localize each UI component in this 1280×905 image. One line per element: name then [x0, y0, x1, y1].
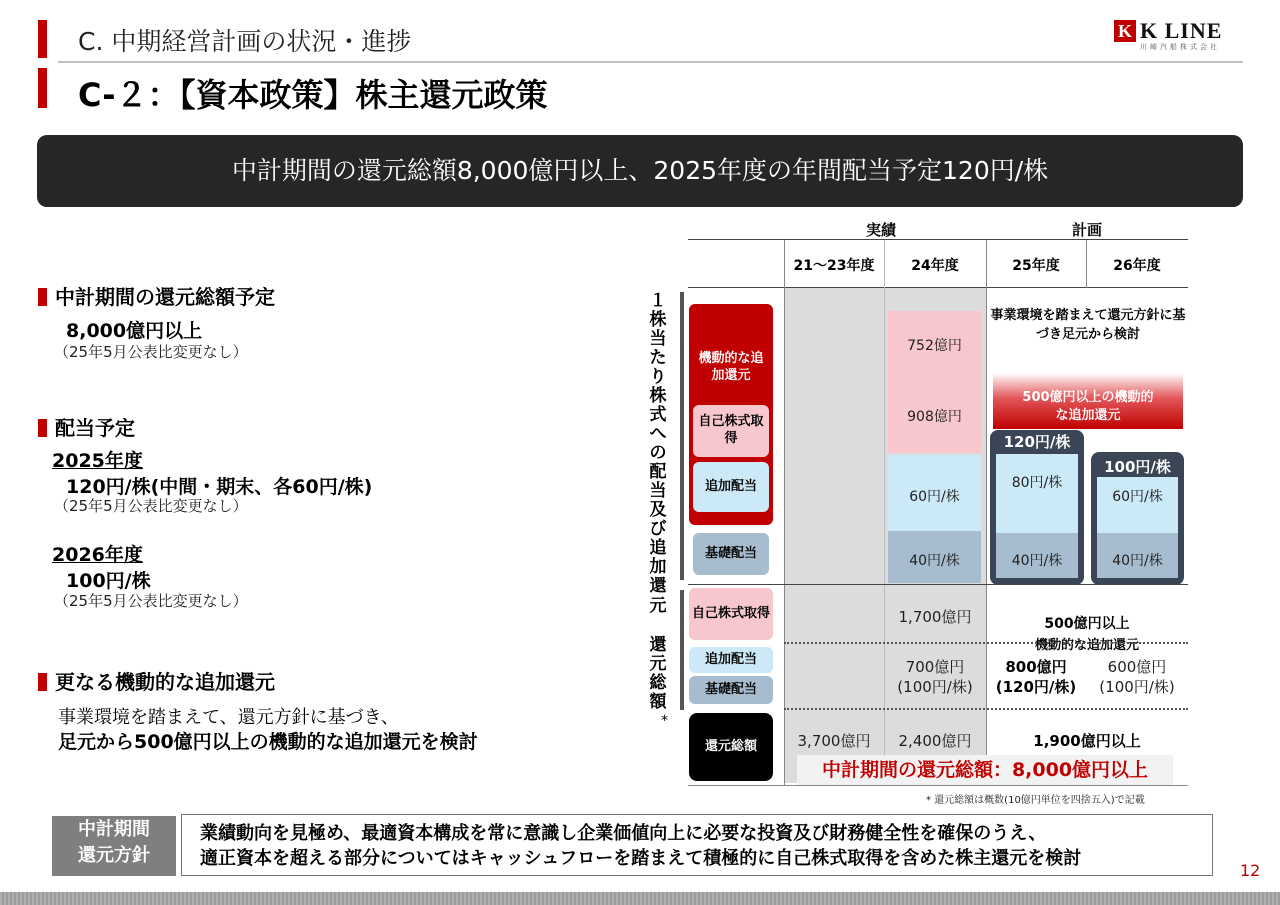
fy24-bar-buyback	[888, 311, 981, 453]
label-extra-div: 追加配当	[693, 462, 769, 512]
label-base-div: 基礎配当	[693, 533, 769, 575]
total-note: （25年5月公表比変更なし）	[54, 343, 248, 361]
vlabel-bracket	[680, 590, 684, 710]
policy-line2: 適正資本を超える部分についてはキャッシュフローを踏まえて積極的に自己株式取得を含めた株主還元を検討	[200, 848, 1082, 870]
vlabel-total: 還元総額	[649, 635, 667, 713]
col-divider	[986, 240, 987, 785]
fy24-grand: 2,400億円	[898, 732, 972, 750]
group-actual: 実績	[865, 221, 896, 239]
bullet-square-icon	[38, 419, 47, 437]
footer-band	[0, 892, 1280, 905]
col-2123: 21～23年度	[793, 258, 875, 274]
fy2123-grand: 3,700億円	[797, 732, 871, 750]
fy2025-label: 2025年度	[52, 450, 143, 472]
extra-line1: 事業環境を踏まえて、還元方針に基づき、	[58, 707, 399, 728]
fy25-tag: 120円/株	[1003, 433, 1071, 451]
fy26-extra: 60円/株	[1112, 489, 1163, 505]
fy2026-value: 100円/株	[66, 570, 151, 592]
logo-text: K LINE	[1140, 18, 1223, 43]
section-title: C. 中期経営計画の状況・進捗	[78, 27, 412, 56]
plan-buyback-2: 機動的な追加還元	[1034, 637, 1139, 653]
bullet-square-icon	[38, 673, 47, 691]
fy25-div-total: 800億円 (120円/株)	[995, 658, 1077, 697]
dividend-heading: 配当予定	[38, 412, 135, 441]
page-number: 12	[1240, 861, 1261, 880]
plan-buyback-text	[986, 614, 1188, 656]
policy-line1: 業績動向を見極め、最適資本構成を常に意識し企業価値向上に必要な投資及び財務健全性を確保のうえ、	[200, 823, 1047, 844]
policy-label: 中計期間 還元方針	[52, 816, 176, 876]
dotted-rule	[784, 708, 1188, 710]
kline-logo	[1114, 20, 1246, 52]
title-accent-bar	[38, 68, 47, 108]
header-divider	[58, 61, 1243, 63]
policy-text	[181, 814, 1213, 876]
label-grand-total: 還元総額	[689, 713, 773, 781]
fy24-base: 40円/株	[909, 553, 960, 569]
bullet-square-icon	[38, 288, 47, 306]
label-base-div-total: 基礎配当	[689, 676, 773, 704]
col-fy25: 25年度	[1012, 258, 1060, 274]
fy24-mobile: 752億円	[907, 338, 962, 354]
fy24-div-total: 700億円 (100円/株)	[897, 658, 973, 697]
plan-extra-text: 500億円以上の機動的な追加還元	[1022, 390, 1154, 423]
table-bottom-rule	[688, 785, 1188, 786]
logo-subtext: 川崎汽船株式会社	[1140, 43, 1220, 51]
vlabel-total-mark: *	[661, 713, 668, 729]
fy25-extra: 80円/株	[1011, 475, 1063, 491]
header-accent-bar	[38, 20, 47, 58]
fy25-base: 40円/株	[1011, 553, 1063, 569]
plan-note: 事業環境を踏まえて還元方針に基づき足元から検討	[990, 308, 1186, 342]
total-value: 8,000億円以上	[66, 320, 203, 342]
label-buyback-total: 自己株式取得	[689, 588, 773, 640]
extra-heading: 更なる機動的な追加還元	[38, 666, 275, 695]
fy24-buyback-total: 1,700億円	[898, 608, 972, 626]
summary-banner: 中計期間の還元総額8,000億円以上、2025年度の年間配当予定120円/株	[37, 135, 1243, 207]
fy26-base: 40円/株	[1112, 553, 1163, 569]
plan-grand: 1,900億円以上	[1033, 732, 1141, 750]
fy26-tag: 100円/株	[1104, 458, 1171, 476]
total-heading: 中計期間の還元総額予定	[38, 281, 275, 310]
fy2026-note: （25年5月公表比変更なし）	[54, 592, 248, 610]
label-extra-div-total: 追加配当	[689, 647, 773, 673]
fy24-extra: 60円/株	[909, 489, 960, 505]
col-divider	[784, 240, 785, 785]
col-fy26: 26年度	[1113, 258, 1161, 274]
logo-mark-icon: K	[1114, 20, 1136, 42]
chart-baseline	[688, 584, 1188, 585]
vlabel-per-share: １株当たり株式への配当及び追加還元	[649, 291, 667, 616]
footnote: * 還元総額は概数(10億円単位を四捨五入)で記載	[926, 795, 1145, 806]
fy25-bar-extra	[996, 454, 1078, 533]
fy2025-note: （25年5月公表比変更なし）	[54, 497, 248, 515]
header-rule	[688, 287, 1188, 288]
fy2026-label: 2026年度	[52, 544, 143, 566]
fy26-div-total: 600億円 (100円/株)	[1099, 658, 1175, 697]
plan-buyback-1: 500億円以上	[1044, 616, 1130, 632]
group-plan: 計画	[1071, 221, 1102, 239]
dotted-rule	[784, 642, 1188, 644]
label-mobile: 機動的な追加還元	[698, 351, 764, 383]
group-rule	[688, 239, 1188, 240]
col-divider	[1086, 240, 1087, 288]
col-divider	[884, 240, 885, 785]
fy24-buyback: 908億円	[907, 409, 962, 425]
extra-line2: 足元から500億円以上の機動的な追加還元を検討	[58, 731, 478, 753]
vlabel-bracket	[680, 292, 684, 580]
page-title: C-２：【資本政策】株主還元政策	[78, 76, 548, 114]
period-total: 中計期間の還元総額：8,000億円以上	[797, 755, 1173, 785]
col-fy24: 24年度	[911, 258, 959, 274]
fy2025-value: 120円/株(中間・期末、各60円/株)	[66, 476, 373, 498]
label-buyback: 自己株式取得	[693, 405, 769, 457]
